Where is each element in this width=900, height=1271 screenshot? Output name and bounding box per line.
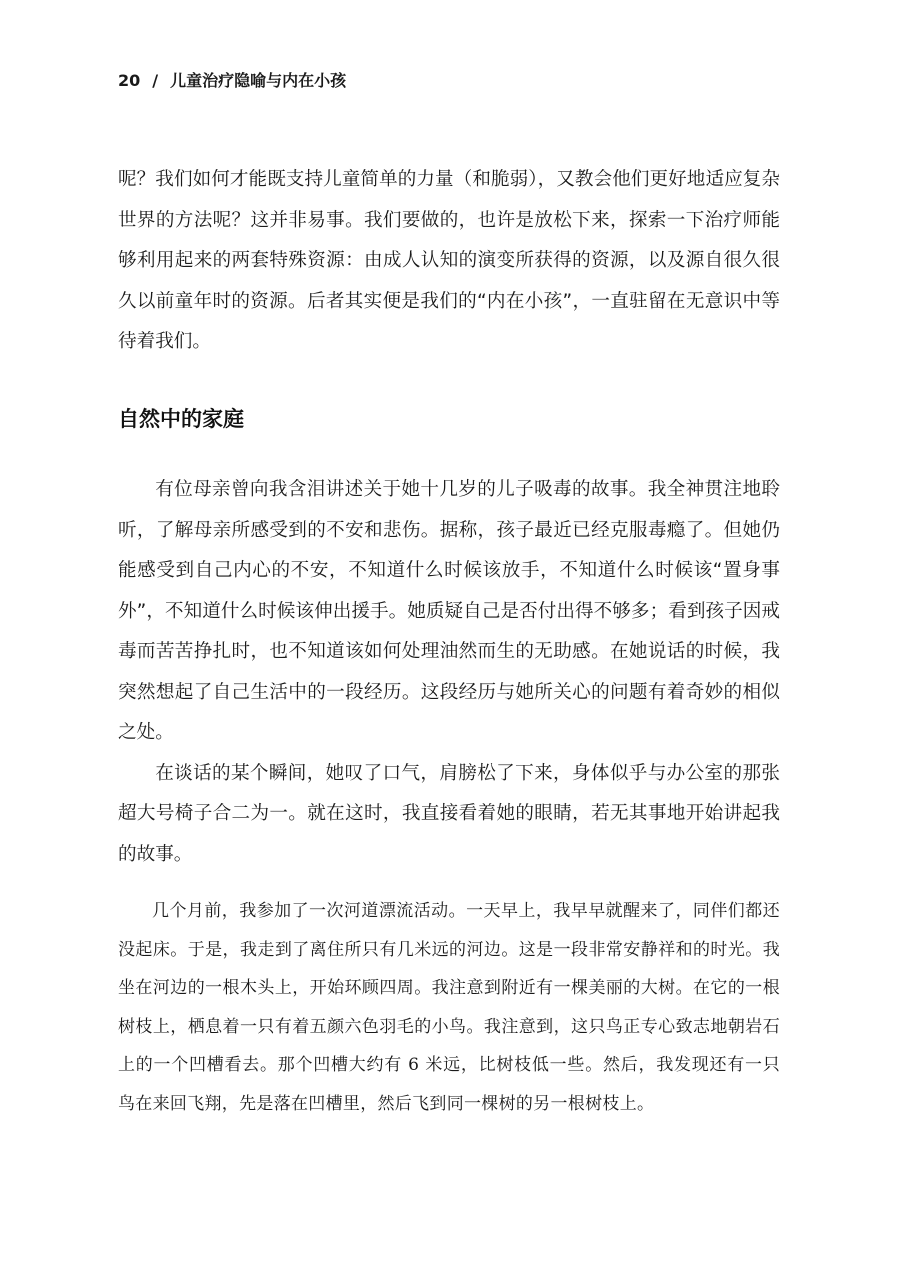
section-heading: 自然中的家庭	[118, 407, 244, 431]
section-body	[118, 470, 780, 875]
running-header	[118, 68, 346, 91]
page-number: 20	[118, 71, 141, 90]
book-title: 儿童治疗隐喻与内在小孩	[170, 71, 347, 90]
story-block	[118, 892, 780, 1123]
intro-text	[118, 160, 780, 363]
header-separator: /	[152, 71, 159, 90]
intro-paragraph: 呢？我们如何才能既支持儿童简单的力量（和脆弱），又教会他们更好地适应复杂世界的方法呢？这并非易事。我们要做的，也许是放松下来，探索一下治疗师能够利用起来的两套特殊资源：由成人认知的演变所获得的资源，以及源自很久很久以前童年时的资源。后者其实便是我们的“内在小孩”，一直驻留在无意识中等待着我们。	[118, 169, 780, 352]
story-paragraph: 几个月前，我参加了一次河道漂流活动。一天早上，我早早就醒来了，同伴们都还没起床。于是，我走到了离住所只有几米远的河边。这是一段非常安静祥和的时光。我坐在河边的一根木头上，开始环顾四周。我注意到附近有一棵美丽的大树。在它的一根树枝上，栖息着一只有着五颜六色羽毛的小鸟。我注意到，这只鸟正专心致志地朝岩石上的一个凹槽看去。那个凹槽大约有 6 米远，比树枝低一些。然后，我发现还有一只鸟在来回飞翔，先是落在凹槽里，然后飞到同一棵树的另一根树枝上。	[118, 901, 780, 1114]
body-paragraph-1: 有位母亲曾向我含泪讲述关于她十几岁的儿子吸毒的故事。我全神贯注地聆听，了解母亲所感受到的不安和悲伤。据称，孩子最近已经克服毒瘾了。但她仍能感受到自己内心的不安，不知道什么时候该放手，不知道什么时候该“置身事外”，不知道什么时候该伸出援手。她质疑自己是否付出得不够多；看到孩子因戒毒而苦苦挣扎时，也不知道该如何处理油然而生的无助感。在她说话的时候，我突然想起了自己生活中的一段经历。这段经历与她所关心的问题有着奇妙的相似之处。	[118, 479, 780, 743]
body-paragraph-2: 在谈话的某个瞬间，她叹了口气，肩膀松了下来，身体似乎与办公室的那张超大号椅子合二为一。就在这时，我直接看着她的眼睛，若无其事地开始讲起我的故事。	[118, 762, 780, 865]
